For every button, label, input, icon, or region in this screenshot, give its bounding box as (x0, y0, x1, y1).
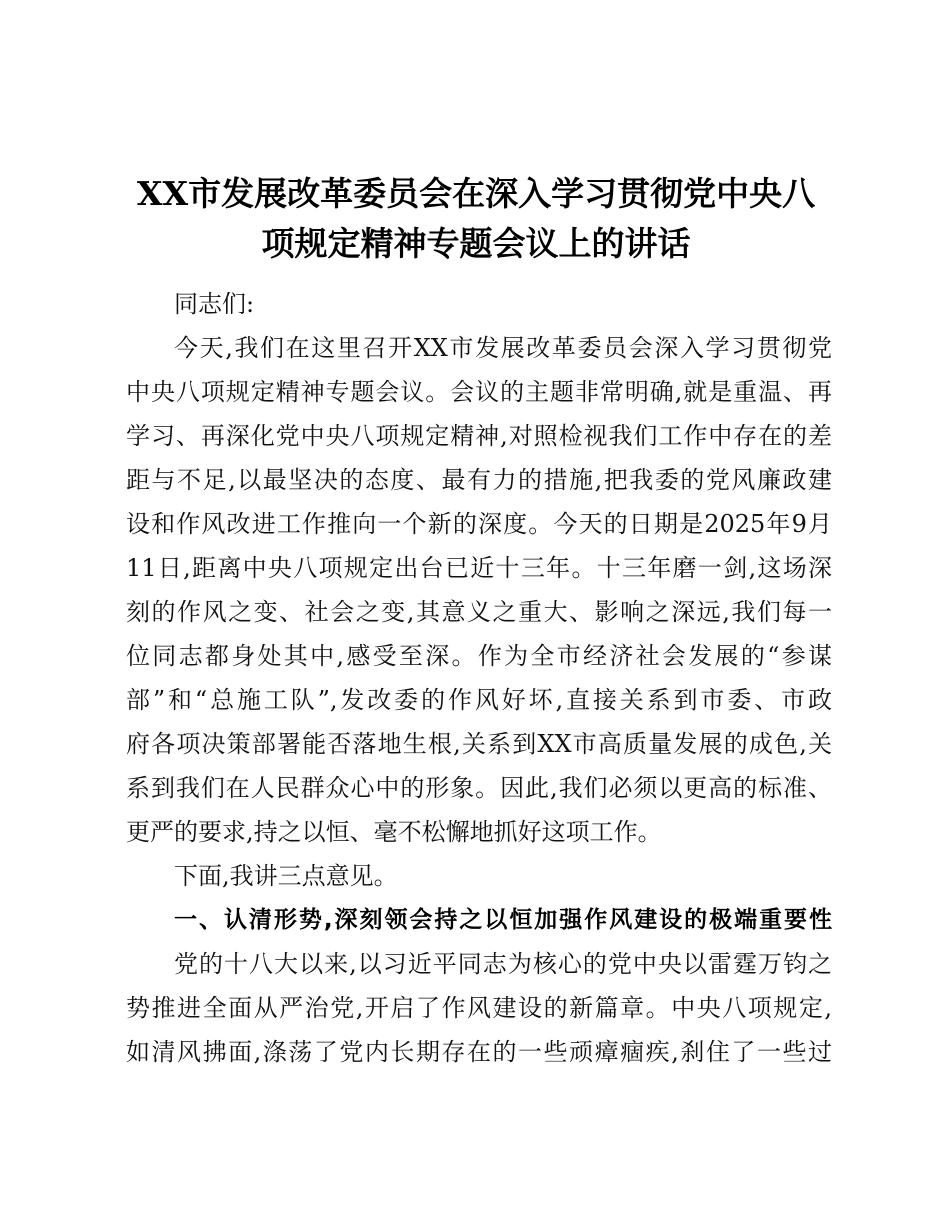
paragraph-1-line: 今天,我们在这里召开XX市发展改革委员会深入学习贯彻党 (174, 334, 832, 362)
paragraph-1-line: 位同志都身处其中,感受至深。作为全市经济社会发展的“参谋 (126, 642, 832, 670)
paragraph-1-line: 距与不足,以最坚决的态度、最有力的措施,把我委的党风廉政建 (126, 466, 832, 494)
paragraph-1-line: 更严的要求,持之以恒、毫不松懈地抓好这项工作。 (126, 818, 662, 846)
document-title-line-2: 项规定精神专题会议上的讲话 (261, 224, 691, 263)
paragraph-1-line: 11日,距离中央八项规定出台已近十三年。十三年磨一剑,这场深 (126, 554, 832, 582)
salutation: 同志们: (174, 290, 255, 318)
paragraph-1-line: 府各项决策部署能否落地生根,关系到XX市高质量发展的成色,关 (126, 730, 832, 758)
paragraph-3-line: 如清风拂面,涤荡了党内长期存在的一些顽瘴痼疾,刹住了一些过 (126, 1038, 832, 1066)
paragraph-2: 下面,我讲三点意见。 (174, 862, 398, 890)
paragraph-1-line: 部”和“总施工队”,发改委的作风好坏,直接关系到市委、市政 (126, 686, 832, 714)
paragraph-3-line: 党的十八大以来,以习近平同志为核心的党中央以雷霆万钧之 (174, 950, 832, 978)
paragraph-1-line: 设和作风改进工作推向一个新的深度。今天的日期是2025年9月 (126, 510, 832, 538)
document-title-line-1: XX市发展改革委员会在深入学习贯彻党中央八 (136, 174, 816, 213)
paragraph-3-line: 势推进全面从严治党,开启了作风建设的新篇章。中央八项规定, (126, 994, 832, 1022)
section-1-heading: 一、认清形势,深刻领会持之以恒加强作风建设的极端重要性 (174, 907, 832, 933)
paragraph-1-line: 系到我们在人民群众心中的形象。因此,我们必须以更高的标准、 (126, 774, 832, 802)
paragraph-1-line: 学习、再深化党中央八项规定精神,对照检视我们工作中存在的差 (126, 422, 832, 450)
paragraph-1-line: 中央八项规定精神专题会议。会议的主题非常明确,就是重温、再 (126, 378, 832, 406)
paragraph-1-line: 刻的作风之变、社会之变,其意义之重大、影响之深远,我们每一 (126, 598, 832, 626)
